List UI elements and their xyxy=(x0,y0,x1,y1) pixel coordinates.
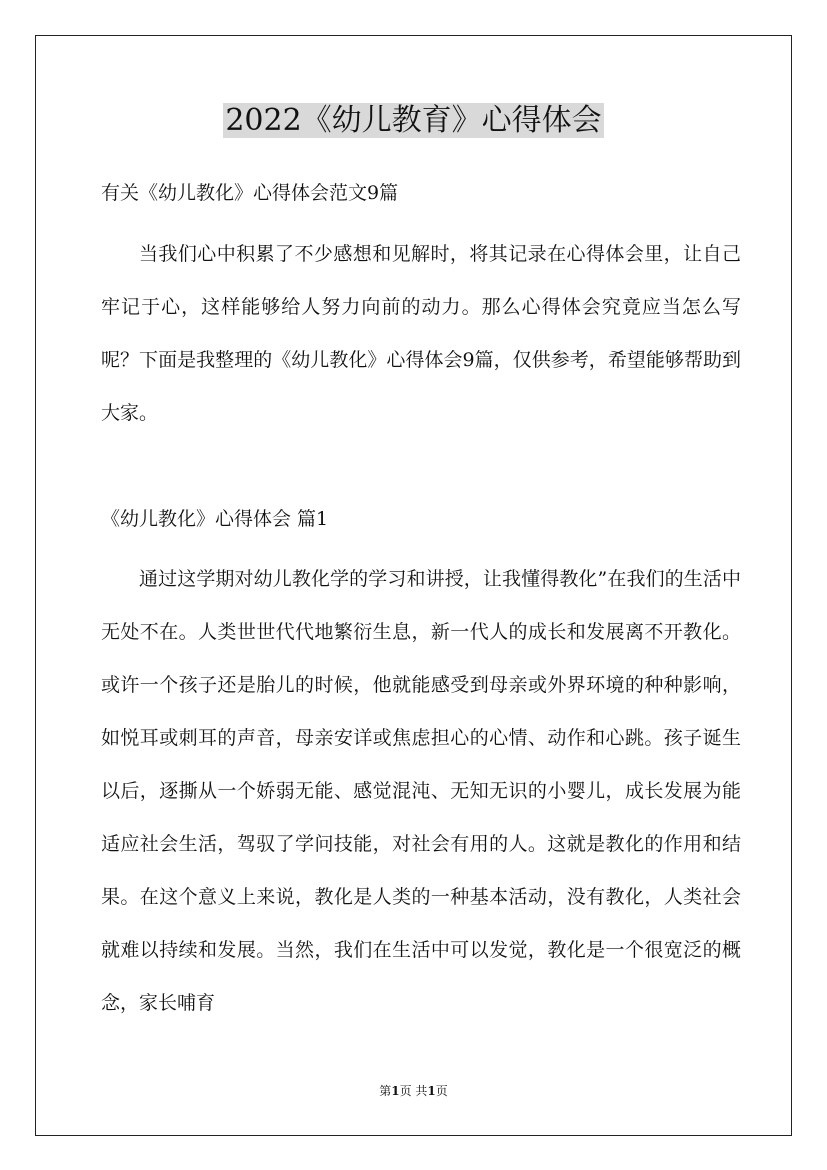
page-footer xyxy=(0,1082,827,1099)
document-subtitle: 有关《幼儿教化》心得体会范文9篇 xyxy=(101,182,399,204)
footer-page-suffix: 页 xyxy=(435,1084,448,1098)
footer-page-prefix: 第 xyxy=(379,1084,392,1098)
section-body-paragraph: 通过这学期对幼儿教化学的学习和讲授，让我懂得教化”在我们的生活中无处不在。人类世世代代地繁衍生息，新一代人的成长和发展离不开教化。或许一个孩子还是胎儿的时候，他就能感受到母亲或外界环境的种种影响，如悦耳或刺耳的声音，母亲安详或焦虑担心的心情、动作和心跳。孩子诞生以后，逐撕从一个娇弱无能、感觉混沌、无知无识的小婴儿，成长发展为能适应社会生活，驾驭了学问技能，对社会有用的人。这就是教化的作用和结果。在这个意义上来说，教化是人类的一种基本活动，没有教化，人类社会就难以持续和发展。当然，我们在生活中可以发觉，教化是一个很宽泛的概念，家长哺育 xyxy=(101,568,741,1014)
section-heading: 《幼儿教化》心得体会 篇1 xyxy=(101,508,329,530)
footer-page-current: 1 xyxy=(391,1084,400,1098)
footer-page-total: 1 xyxy=(427,1084,436,1098)
intro-paragraph: 当我们心中积累了不少感想和见解时，将其记录在心得体会里，让自己牢记于心，这样能够给人努力向前的动力。那么心得体会究竟应当怎么写呢？下面是我整理的《幼儿教化》心得体会9篇，仅供参考，希望能够帮助到大家。 xyxy=(101,243,741,424)
document-title-text: 2022《幼儿教育》心得体会 xyxy=(225,103,602,138)
document-title xyxy=(0,96,827,146)
footer-page-mid: 页 共 xyxy=(399,1084,428,1098)
